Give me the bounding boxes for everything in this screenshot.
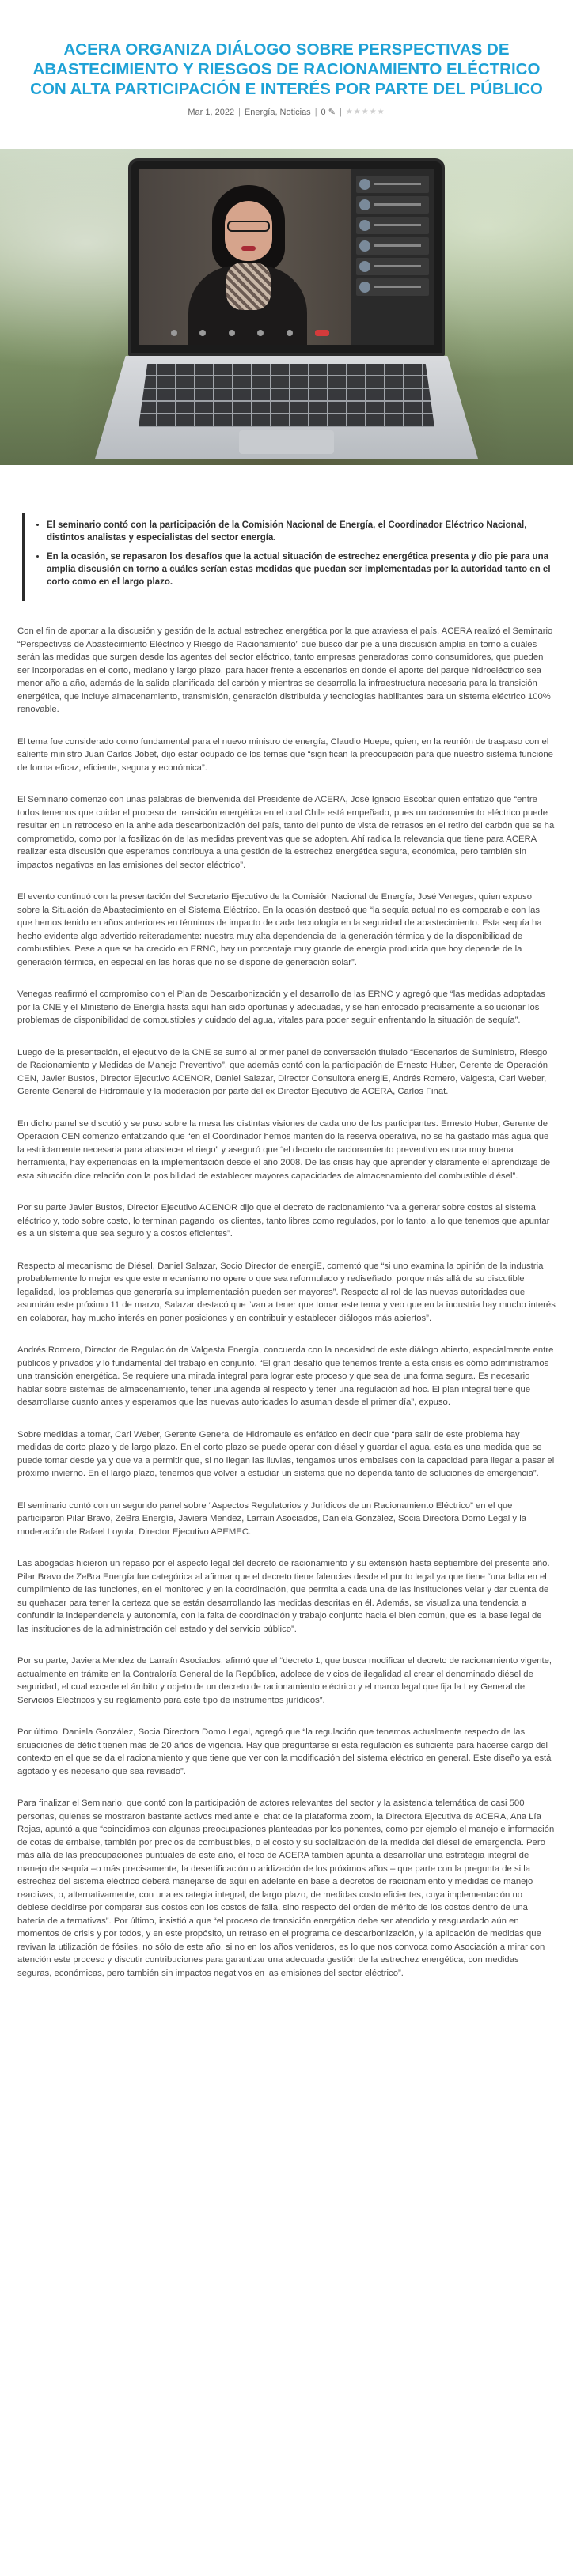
paragraph: Con el fin de aportar a la discusión y gestión de la actual estrechez energética por la que atraviesa el país, ACERA realizó el Seminario “Perspectivas de Abastecimiento Eléctrico y Riesgo de Racionamiento” que buscó dar pie a una discusión amplia en torno a cuáles serán las medidas que surgen desde los agentes del sector eléctrico, tanto empresas generadoras como consumidores, que pueden ser incorporadas en el corto, mediano y largo plazo, para hacer frente a escenarios en donde el aporte del parque hidroeléctrico sea menor año a año, además de la salida planificada del carbón y mientras se desarrolla la infraestructura necesaria para la transición energética, que incluye almacenamiento, transmisión, generación distribuida y tecnologías habilitantes para un sistema eléctrico 100% renovable. (17, 626, 553, 714)
leave-icon (315, 330, 329, 336)
participant-tile (356, 237, 429, 255)
call-toolbar (171, 327, 329, 339)
paragraph: Venegas reafirmó el compromiso con el Plan de Descarbonización y el desarrollo de las ERNC y agregó que “las medidas adoptadas por la CNE y el Ministerio de Energía hasta aquí han sido oportunas y adecuadas, y se han enfocado precisamente a solucionar los problemas de disponibilidad de combustibles y cuidado del agua, vitales para poder seguir enfrentando la situación de sequía”. (17, 989, 545, 1025)
article-meta (22, 107, 551, 117)
speaker-glasses (227, 221, 270, 232)
comment-count: 0 (321, 108, 326, 117)
camera-icon (199, 330, 206, 336)
article-body (17, 625, 556, 1980)
featured-image (0, 149, 573, 465)
mic-icon (171, 330, 177, 336)
meta-separator: | (238, 107, 241, 117)
highlight-item: • En la ocasión, se repasaron los desafíos que la actual situación de estrechez energética presenta y dio pie para una amplia discusión en torno a cuáles serían estas medidas que puedan ser implementadas por la autoridad tanto en el corto como en el largo plazo. (47, 550, 551, 588)
paragraph: Para finalizar el Seminario, que contó con la participación de actores relevantes del sector y la asistencia telemática de casi 500 personas, quienes se mostraron bastante activos mediante el chat de la plataforma zoom, la Directora Ejecutiva de ACERA, Ana Lía Rojas, apuntó a que “coincidimos con algunas preocupaciones planteadas por los ponentes, como por ejemplo el manejo e información de cotas de embalse, también por precios de combustibles, o el costo y su socialización de la medida del diésel de emergencia. Pero más allá de las preocupaciones puntuales de este año, el foco de ACERA también apunta a desarrollar una estrategia integral de manejo de sequía –o más precisamente, la desertificación o aridización de los próximos años – que parte con la pregunta de si la estrechez del sistema eléctrico deberá manejarse de aquí en adelante en base a decretos de racionamiento y medidas de manejo reactivas, o, alternativamente, con una estrategia integral, de largo plazo, de medidas costo eficientes, cuya implementación no debiese decidirse por comparar sus costos con los costos de falla, sino respecto del orden de mérito de los costos dentro de una batería de alternativas”. Por último, insistió a que “el proceso de transición energética debe ser atendido y resguardado aún en momentos de crisis y por todos, y en este propósito, un retraso en el programa de descarbonización, y la aplicación de medidas que revivan la utilización de fósiles, no sólo de este año, si no en los años venideros, es lo que nos convoca como Asociación a mirar con atención este proceso y discutir contribuciones para garantizar una adecuada gestión de la estrechez energética, con medidas seguras, económicas, pero también sin impactos negativos en las emisiones del sector eléctrico”. (17, 1799, 555, 1978)
paragraph: Andrés Romero, Director de Regulación de Valgesta Energía, concuerda con la necesidad de este diálogo abierto, especialmente entre públicos y privados y lo fundamental del trabajo en conjunto. “El gran desafío que tenemos frente a esta crisis es cómo administramos una transición energética. Se requiere una mirada integral para lograr este proceso y que sea de una forma segura. Es necesario hablar sobre sistemas de almacenamiento, tener una agenda al respecto y tener una regulación ad hoc. El plan integral tiene que desarrollarse cuanto antes y esperamos que las nuevas autoridades lo asuman desde el primer día”, expuso. (17, 1345, 554, 1407)
paragraph: El Seminario comenzó con unas palabras de bienvenida del Presidente de ACERA, José Ignacio Escobar quien enfatizó que “entre todos tenemos que cuidar el proceso de transición energética en el cual Chile está empeñado, pues un racionamiento eléctrico puede resultar en un retroceso en la anhelada descarbonización del país, tanto del punto de vista de retrasos en el retiro del carbón que se ha comprometido, como por la fosilización de las medidas preventivas que se adopten. Ahí radica la relevancia que tiene para ACERA realizar esta discusión que esperamos contribuya a una gestión de la estrechez energética segura, económica, pero también sin impactos negativos en las emisiones del sector eléctrico”. (17, 795, 555, 870)
share-icon (229, 330, 235, 336)
paragraph: El seminario contó con un segundo panel sobre “Aspectos Regulatorios y Jurídicos de un Racionamiento Eléctrico” en el que participaron Pilar Bravo, ZeBra Energía, Javiera Mendez, Larrain Asociados, Daniela González, Socia Directora Domo Legal y la moderación de Rafael Loyola, Director Ejecutivo APEMEC. (17, 1500, 526, 1537)
paragraph: En dicho panel se discutió y se puso sobre la mesa las distintas visiones de cada uno de los participantes. Ernesto Huber, Gerente de Operación CEN comenzó enfatizando que “en el Coordinador hemos mantenido la reserva operativa, no se ha gastado más agua que la estrictamente necesaria para abastecer el riego” y aseguró que “el decreto de racionamiento preventivo es una muy buena herramienta, hay experiencias en la implementación desde el año 2008. De las crisis hay que aprender y claramente el aprendizaje de esta situación dice relación con la posibilidad de establecer mayores capacidades de almacenamiento del combustible diésel”. (17, 1118, 551, 1181)
article-categories-link[interactable]: Energía, Noticias (244, 107, 311, 117)
article-highlights (22, 513, 551, 601)
paragraph: Luego de la presentación, el ejecutivo de la CNE se sumó al primer panel de conversación titulado “Escenarios de Suministro, Riesgo de Racionamiento y Medidas de Manejo Preventivo”, que además contó con la participación de Ernesto Huber, Gerente de Operación CEN, Javier Bustos, Director Ejecutivo ACENOR, Daniel Salazar, Director Consultora energiE, Andrés Romero, Valgesta, Carl Weber, Gerente General de Hidromaule y la moderación por parte del ex Director Ejecutivo de ACERA, Carlos Finat. (17, 1047, 548, 1096)
article-date: Mar 1, 2022 (188, 107, 235, 117)
meta-separator: | (314, 107, 317, 117)
laptop-screen (128, 158, 445, 356)
paragraph: Respecto al mecanismo de Diésel, Daniel Salazar, Socio Director de energiE, comentó que “si uno examina la opinión de la industria probablemente lo mejor es que este mecanismo no opere o que sea reformulado y rediseñado, porque más allá de su discutible legalidad, los problemas que generaría su implementación pueden ser mayores”. Respecto al rol de las nuevas autoridades que asumirán este próximo 11 de marzo, Salazar destacó que “van a tener que tomar este tema y veo que en la industria hay mucho interés en colaborar, hay mucho interés en poner posiciones y en contribuir y establecer diálogos más abiertos”. (17, 1261, 556, 1323)
record-icon (286, 330, 293, 336)
participant-tile (356, 258, 429, 275)
paragraph: Por su parte Javier Bustos, Director Ejecutivo ACENOR dijo que el decreto de racionamiento “va a generar sobre costos al sistema eléctrico y, todo sobre costo, lo terminan pagando los clientes, tanto libres como regulados, por lo tanto, a lo que tenemos que apuntar es a un sistema que sea seguro y a costos eficientes”. (17, 1203, 550, 1239)
participant-tile (356, 217, 429, 234)
laptop-trackpad (239, 430, 334, 454)
highlight-item: • El seminario contó con la participación de la Comisión Nacional de Energía, el Coordinador Eléctrico Nacional, distintos analistas y especialistas del sector energía. (47, 519, 551, 544)
paragraph: El evento continuó con la presentación del Secretario Ejecutivo de la Comisión Nacional de Energía, José Venegas, quien expuso sobre la Situación de Abastecimiento en el Sistema Eléctrico. En la ocasión destacó que “la sequía actual no es comparable con las que hemos tenido en años anteriores en términos de impacto de cada tecnología en la seguridad de abastecimiento. Esta sequía ha hecho evidente algo advertido reiteradamente: nuestra muy alta dependencia de la generación térmica y de la disponibilidad de combustibles. Pese a que se ha crecido en ERNC, hay un porcentaje muy grande de energía producida que hoy depende de la generación térmica, en especial en las horas que no se dispone de generación solar”. (17, 892, 542, 967)
paragraph: El tema fue considerado como fundamental para el nuevo ministro de energía, Claudio Huepe, quien, en la reunión de traspaso con el saliente ministro Juan Carlos Jobet, dijo estar ocupado de los temas que “significan la preocupación para que nuestro sistema funcione de forma eficaz, eficiente, segura y económica”. (17, 736, 553, 773)
star-rating-icon[interactable]: ★★★★★ (345, 108, 385, 116)
paragraph: Las abogadas hicieron un repaso por el aspecto legal del decreto de racionamiento y su extensión hasta septiembre del presente año. Pilar Bravo de ZeBra Energía fue categórica al afirmar que el decreto tiene falencias desde el punto legal ya que tiene “una falta en el cumplimiento de las funciones, en el monitoreo y en la coordinación, que permita a cada una de las instituciones velar y dar cuenta de su quehacer para tener la certeza que se están desarrollando las medidas descritas en él. Además, se visualiza una tendencia a confundir la independencia y autonomía, con la falta de coordinación y trabajo conjunto hacia el bien común, que es la base legal de las instituciones de la administración del estado y del servicio público”. (17, 1559, 550, 1634)
comments-link[interactable] (321, 107, 336, 117)
video-call-window (139, 169, 434, 345)
paragraph: Por último, Daniela González, Socia Directora Domo Legal, agregó que “la regulación que tenemos actualmente respecto de las situaciones de déficit tienen más de 20 años de vigencia. Hay que preguntarse si esta regulación es suficiente para hacerse cargo del contexto en el que se da el racionamiento y que tiene que ver con la modificación del sistema eléctrico en general. Este diseño ya está agotado y es necesario que sea revisado”. (17, 1727, 552, 1776)
paragraph: Por su parte, Javiera Mendez de Larraín Asociados, afirmó que el “decreto 1, que busca modificar el decreto de racionamiento vigente, actualmente en trámite en la Contraloría General de la República, adolece de vicios de ilegalidad al crear el denominado diésel de seguridad, el cual excede el ámbito y objeto de un decreto de racionamiento eléctrico y el marco legal que fija la Ley General de Servicios Eléctricos y su reglamento para este tipo de instrumentos jurídicos”. (17, 1656, 552, 1705)
participant-tile (356, 278, 429, 296)
participant-tile (356, 196, 429, 214)
paragraph: Sobre medidas a tomar, Carl Weber, Gerente General de Hidromaule es enfático en decir que “para salir de este problema hay medidas de corto plazo y de largo plazo. En el corto plazo se puede operar con diésel y guardar el agua, esta es una medida que se puede tomar desde ya y que va a permitir que, si no llegan las lluvias, tengamos unos embalses con la capacidad para llegar a pasar el próximo invierno. En el largo plazo, tenemos que volver a estudiar un sistema que no dependa tanto de soluciones de emergencia”. (17, 1429, 555, 1478)
meta-separator: | (339, 107, 342, 117)
article-header (0, 0, 573, 117)
chat-icon (257, 330, 264, 336)
speaker-scarf (226, 263, 271, 310)
highlights-list (36, 519, 551, 588)
speaker-lips (241, 246, 256, 251)
participant-tile (356, 176, 429, 193)
comment-icon: ✎ (328, 108, 336, 117)
participants-panel (351, 169, 434, 345)
article-title: ACERA ORGANIZA DIÁLOGO SOBRE PERSPECTIVAS DE ABASTECIMIENTO Y RIESGOS DE RACIONAMIENTO ELÉCTRICO CON ALTA PARTICIPACIÓN E INTERÉS POR PARTE DEL PÚBLICO (30, 40, 543, 98)
